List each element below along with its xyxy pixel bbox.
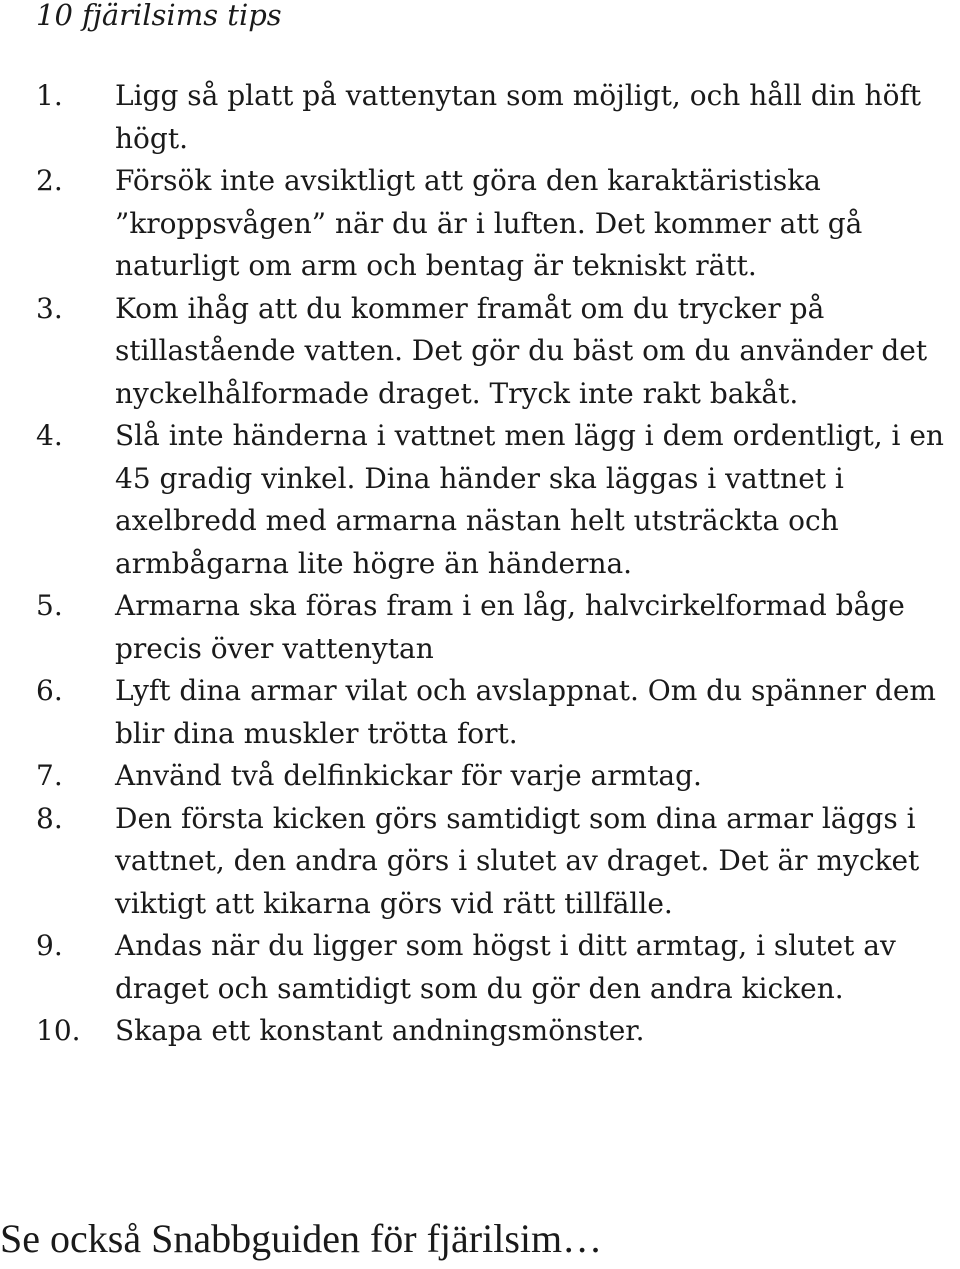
tip-number: 10. — [36, 1014, 81, 1047]
tip-text: Lyft dina armar vilat och avslappnat. Om du spänner dem blir dina muskler trötta fort. — [115, 674, 936, 750]
tip-text: Armarna ska föras fram i en låg, halvcirkelformad båge precis över vattenytan — [115, 589, 905, 665]
tip-text: Slå inte händerna i vattnet men lägg i dem ordentligt, i en 45 gradig vinkel. Dina händer ska läggas i vattnet i axelbredd med armarna nästan helt utsträckta och armbågarna lite högre än händerna. — [115, 419, 944, 580]
tip-number: 6. — [36, 674, 63, 707]
tip-item-9 — [36, 925, 952, 1010]
tip-number: 8. — [36, 801, 63, 835]
tip-item-8 — [36, 798, 952, 926]
tip-number: 5. — [36, 589, 63, 622]
tip-text: Ligg så platt på vattenytan som möjligt, och håll din höft högt. — [115, 79, 922, 155]
tip-item-10 — [36, 1010, 952, 1053]
tip-item-1 — [36, 75, 952, 160]
tip-number: 4. — [36, 419, 63, 452]
tip-item-6 — [36, 670, 952, 755]
tip-text: Kom ihåg att du kommer framåt om du trycker på stillastående vatten. Det gör du bäst om du använder det nyckelhålformade draget. Tryck inte rakt bakåt. — [115, 291, 928, 410]
tip-text: Försök inte avsiktligt att göra den karaktäristiska ”kroppsvågen” när du är i luften. Det kommer att gå naturligt om arm och bentag är tekniskt rätt. — [115, 164, 863, 282]
tip-item-4 — [36, 415, 952, 585]
tip-item-7 — [36, 755, 952, 798]
tip-text: Skapa ett konstant andningsmönster. — [115, 1014, 645, 1047]
snabbguide-link[interactable]: Se också Snabbguiden för fjärilsim… — [0, 1216, 603, 1261]
tip-number: 2. — [36, 164, 63, 197]
tip-number: 3. — [36, 291, 63, 325]
tip-text: Den första kicken görs samtidigt som dina armar läggs i vattnet, den andra görs i slutet av draget. Det är mycket viktigt att kikarna görs vid rätt tillfälle. — [115, 801, 920, 920]
tip-number: 9. — [36, 929, 63, 962]
tip-number: 7. — [36, 759, 63, 792]
document-title: 10 fjärilsims tips — [36, 0, 282, 32]
tip-text: Andas när du ligger som högst i ditt armtag, i slutet av draget och samtidigt som du gör den andra kicken. — [115, 929, 896, 1005]
tip-text: Använd två delfinkickar för varje armtag. — [115, 759, 702, 792]
tip-item-2 — [36, 160, 952, 288]
tips-list — [36, 75, 952, 1053]
tip-item-3 — [36, 288, 952, 416]
tip-number: 1. — [36, 79, 63, 112]
tip-item-5 — [36, 585, 952, 670]
